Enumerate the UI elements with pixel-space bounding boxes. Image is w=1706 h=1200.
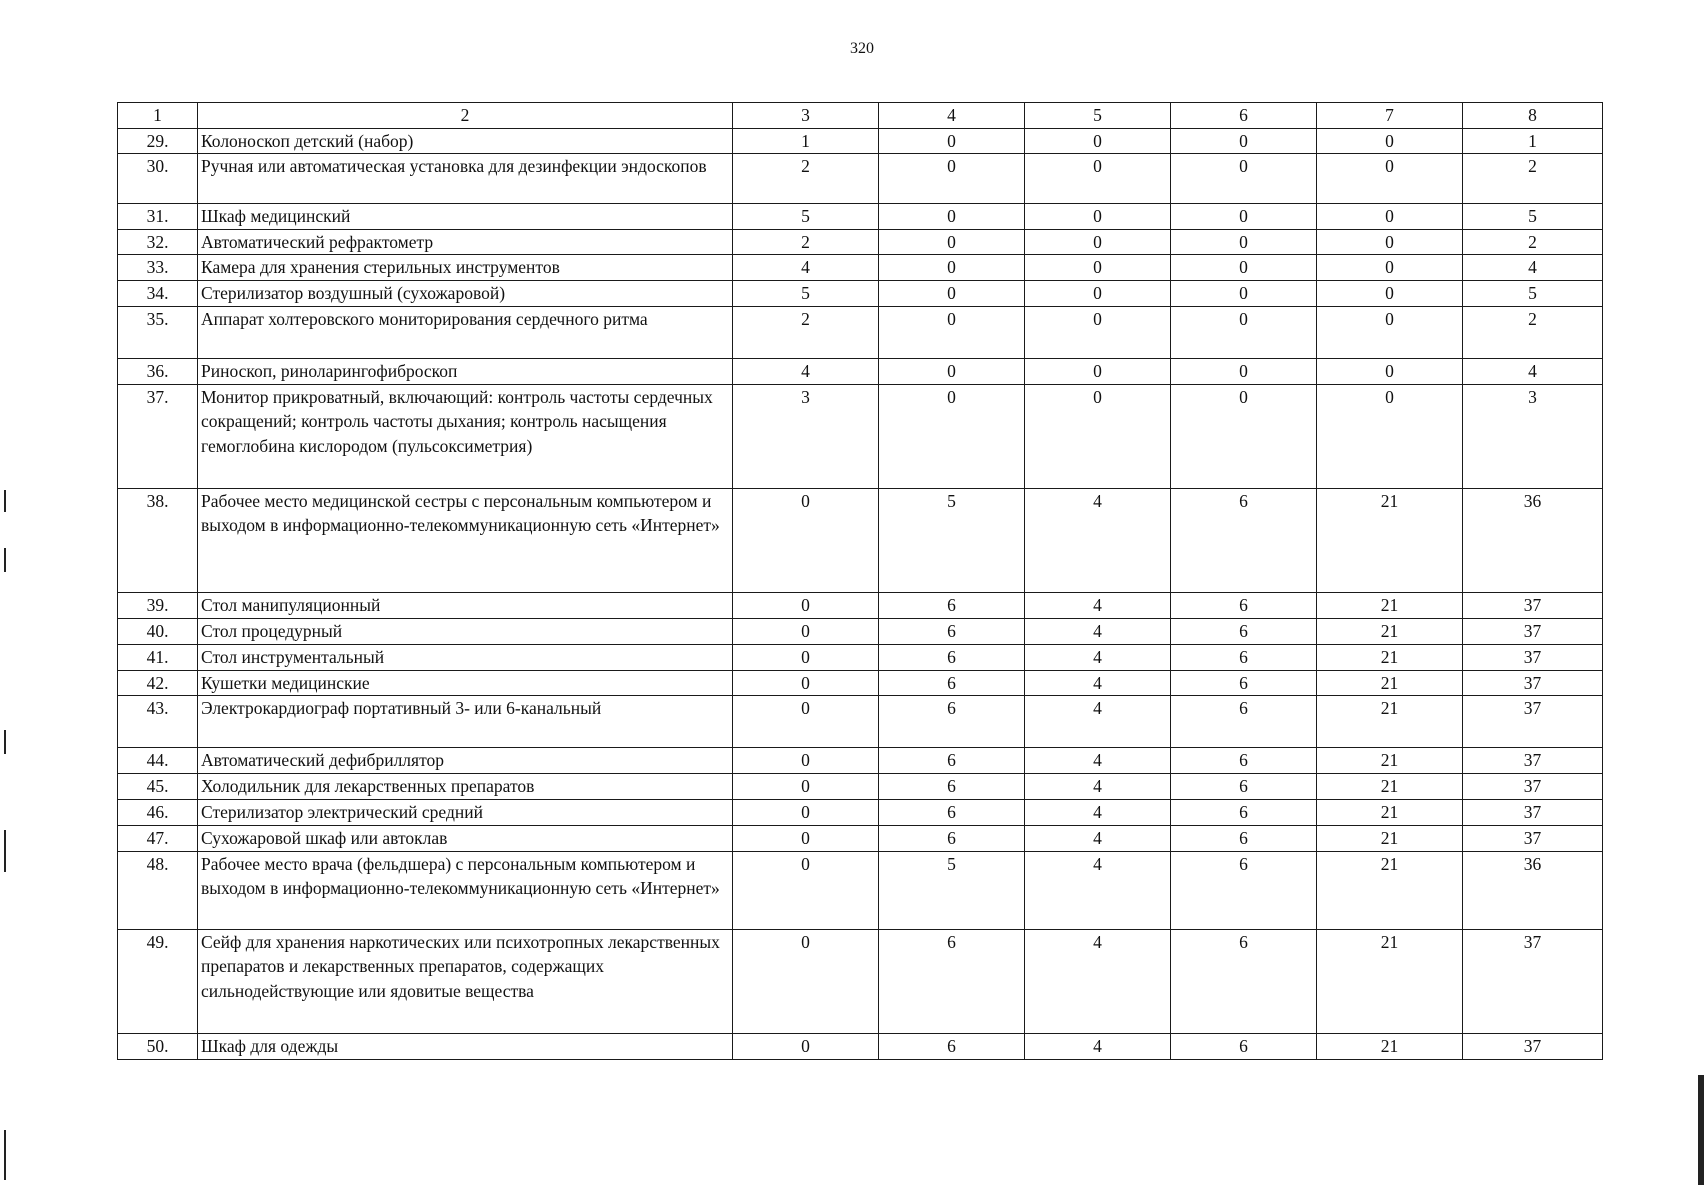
quantity-cell: 21 (1317, 929, 1463, 1033)
quantity-cell: 0 (879, 128, 1025, 154)
quantity-cell: 6 (1171, 825, 1317, 851)
quantity-cell: 6 (1171, 774, 1317, 800)
quantity-cell: 4 (1025, 488, 1171, 592)
quantity-cell: 6 (1171, 618, 1317, 644)
quantity-cell: 4 (1463, 255, 1603, 281)
quantity-cell: 4 (733, 255, 879, 281)
quantity-cell: 36 (1463, 488, 1603, 592)
quantity-cell: 4 (1025, 592, 1171, 618)
quantity-cell: 21 (1317, 825, 1463, 851)
quantity-cell: 0 (733, 929, 879, 1033)
quantity-cell: 4 (1025, 618, 1171, 644)
table-row (118, 800, 1603, 826)
quantity-cell: 0 (733, 696, 879, 748)
table-row (118, 592, 1603, 618)
quantity-cell: 6 (879, 644, 1025, 670)
equipment-table (117, 102, 1603, 1060)
table-row (118, 1033, 1603, 1059)
quantity-cell: 4 (1025, 644, 1171, 670)
row-number: 39. (118, 592, 198, 618)
quantity-cell: 0 (733, 644, 879, 670)
quantity-cell: 6 (1171, 488, 1317, 592)
quantity-cell: 0 (1171, 229, 1317, 255)
quantity-cell: 3 (733, 384, 879, 488)
scan-artifact (1698, 1075, 1704, 1185)
quantity-cell: 4 (1025, 825, 1171, 851)
table-row (118, 618, 1603, 644)
quantity-cell: 2 (1463, 229, 1603, 255)
equipment-name: Шкаф для одежды (198, 1033, 733, 1059)
row-number: 32. (118, 229, 198, 255)
quantity-cell: 37 (1463, 748, 1603, 774)
quantity-cell: 0 (1025, 359, 1171, 385)
quantity-cell: 0 (733, 851, 879, 929)
quantity-cell: 0 (879, 384, 1025, 488)
table-row (118, 307, 1603, 359)
table-row (118, 229, 1603, 255)
row-number: 50. (118, 1033, 198, 1059)
quantity-cell: 6 (879, 670, 1025, 696)
quantity-cell: 4 (1025, 800, 1171, 826)
quantity-cell: 0 (1171, 281, 1317, 307)
quantity-cell: 0 (1171, 255, 1317, 281)
quantity-cell: 0 (879, 229, 1025, 255)
row-number: 29. (118, 128, 198, 154)
equipment-name: Стол процедурный (198, 618, 733, 644)
quantity-cell: 21 (1317, 696, 1463, 748)
quantity-cell: 0 (1025, 307, 1171, 359)
quantity-cell: 37 (1463, 592, 1603, 618)
quantity-cell: 37 (1463, 644, 1603, 670)
quantity-cell: 0 (1025, 128, 1171, 154)
quantity-cell: 6 (879, 774, 1025, 800)
equipment-name: Риноскоп, риноларингофиброскоп (198, 359, 733, 385)
quantity-cell: 6 (1171, 1033, 1317, 1059)
quantity-cell: 1 (1463, 128, 1603, 154)
quantity-cell: 0 (733, 1033, 879, 1059)
quantity-cell: 21 (1317, 618, 1463, 644)
quantity-cell: 6 (1171, 670, 1317, 696)
row-number: 31. (118, 204, 198, 230)
quantity-cell: 0 (733, 618, 879, 644)
quantity-cell: 0 (733, 592, 879, 618)
row-number: 33. (118, 255, 198, 281)
quantity-cell: 0 (1025, 154, 1171, 204)
equipment-name: Рабочее место медицинской сестры с персональным компьютером и выходом в информационно-телекоммуникационную сеть «Интернет» (198, 488, 733, 592)
quantity-cell: 6 (879, 929, 1025, 1033)
equipment-name: Монитор прикроватный, включающий: контроль частоты сердечных сокращений; контроль частоты дыхания; контроль насыщения гемоглобина кислородом (пульсоксиметрия) (198, 384, 733, 488)
quantity-cell: 6 (1171, 929, 1317, 1033)
quantity-cell: 0 (1317, 154, 1463, 204)
quantity-cell: 5 (1463, 281, 1603, 307)
quantity-cell: 6 (1171, 800, 1317, 826)
equipment-name: Рабочее место врача (фельдшера) с персональным компьютером и выходом в информационно-телекоммуникационную сеть «Интернет» (198, 851, 733, 929)
quantity-cell: 5 (1463, 204, 1603, 230)
header-cell: 7 (1317, 103, 1463, 129)
equipment-name: Шкаф медицинский (198, 204, 733, 230)
quantity-cell: 0 (733, 800, 879, 826)
table-row (118, 929, 1603, 1033)
equipment-name: Электрокардиограф портативный 3- или 6-канальный (198, 696, 733, 748)
quantity-cell: 0 (879, 255, 1025, 281)
table-row (118, 670, 1603, 696)
quantity-cell: 0 (1171, 204, 1317, 230)
header-cell: 8 (1463, 103, 1603, 129)
table-row (118, 488, 1603, 592)
quantity-cell: 21 (1317, 488, 1463, 592)
row-number: 30. (118, 154, 198, 204)
quantity-cell: 0 (733, 748, 879, 774)
quantity-cell: 21 (1317, 851, 1463, 929)
quantity-cell: 37 (1463, 1033, 1603, 1059)
header-cell: 4 (879, 103, 1025, 129)
quantity-cell: 0 (1171, 384, 1317, 488)
row-number: 46. (118, 800, 198, 826)
quantity-cell: 21 (1317, 1033, 1463, 1059)
equipment-name: Стерилизатор электрический средний (198, 800, 733, 826)
quantity-cell: 0 (1171, 128, 1317, 154)
quantity-cell: 37 (1463, 929, 1603, 1033)
equipment-name: Автоматический дефибриллятор (198, 748, 733, 774)
quantity-cell: 21 (1317, 774, 1463, 800)
quantity-cell: 0 (879, 204, 1025, 230)
quantity-cell: 6 (1171, 696, 1317, 748)
row-number: 43. (118, 696, 198, 748)
quantity-cell: 4 (1025, 929, 1171, 1033)
quantity-cell: 6 (879, 748, 1025, 774)
quantity-cell: 4 (1025, 748, 1171, 774)
quantity-cell: 6 (879, 1033, 1025, 1059)
table-row (118, 255, 1603, 281)
quantity-cell: 6 (1171, 644, 1317, 670)
quantity-cell: 21 (1317, 592, 1463, 618)
row-number: 48. (118, 851, 198, 929)
quantity-cell: 0 (733, 488, 879, 592)
quantity-cell: 6 (879, 618, 1025, 644)
quantity-cell: 21 (1317, 670, 1463, 696)
equipment-name: Стол инструментальный (198, 644, 733, 670)
quantity-cell: 0 (879, 307, 1025, 359)
quantity-cell: 6 (1171, 748, 1317, 774)
scan-artifact (4, 490, 6, 512)
equipment-name: Колоноскоп детский (набор) (198, 128, 733, 154)
row-number: 35. (118, 307, 198, 359)
row-number: 38. (118, 488, 198, 592)
quantity-cell: 6 (879, 825, 1025, 851)
quantity-cell: 37 (1463, 774, 1603, 800)
quantity-cell: 37 (1463, 618, 1603, 644)
quantity-cell: 0 (879, 154, 1025, 204)
quantity-cell: 6 (1171, 851, 1317, 929)
page-number: 320 (850, 40, 874, 57)
quantity-cell: 4 (1025, 774, 1171, 800)
quantity-cell: 0 (1171, 359, 1317, 385)
quantity-cell: 21 (1317, 748, 1463, 774)
quantity-cell: 21 (1317, 800, 1463, 826)
quantity-cell: 4 (1025, 851, 1171, 929)
quantity-cell: 0 (1317, 255, 1463, 281)
quantity-cell: 0 (1317, 229, 1463, 255)
quantity-cell: 37 (1463, 825, 1603, 851)
quantity-cell: 37 (1463, 670, 1603, 696)
header-cell: 3 (733, 103, 879, 129)
equipment-name: Камера для хранения стерильных инструментов (198, 255, 733, 281)
equipment-name: Сейф для хранения наркотических или психотропных лекарственных препаратов и лекарственных препаратов, содержащих сильнодействующие или ядовитые вещества (198, 929, 733, 1033)
scan-artifact (4, 730, 6, 754)
table-row (118, 359, 1603, 385)
equipment-name: Кушетки медицинские (198, 670, 733, 696)
quantity-cell: 6 (879, 696, 1025, 748)
quantity-cell: 0 (1317, 384, 1463, 488)
equipment-name: Стерилизатор воздушный (сухожаровой) (198, 281, 733, 307)
quantity-cell: 0 (1171, 154, 1317, 204)
quantity-cell: 0 (1317, 128, 1463, 154)
equipment-name: Холодильник для лекарственных препаратов (198, 774, 733, 800)
equipment-name: Стол манипуляционный (198, 592, 733, 618)
quantity-cell: 2 (733, 229, 879, 255)
quantity-cell: 4 (733, 359, 879, 385)
quantity-cell: 5 (733, 281, 879, 307)
scan-artifact (4, 548, 6, 572)
quantity-cell: 0 (1025, 229, 1171, 255)
quantity-cell: 0 (879, 281, 1025, 307)
table-header-row (118, 103, 1603, 129)
table-row (118, 774, 1603, 800)
quantity-cell: 0 (1171, 307, 1317, 359)
quantity-cell: 0 (1317, 281, 1463, 307)
quantity-cell: 0 (1025, 255, 1171, 281)
row-number: 36. (118, 359, 198, 385)
header-cell: 2 (198, 103, 733, 129)
quantity-cell: 4 (1025, 1033, 1171, 1059)
quantity-cell: 0 (1317, 307, 1463, 359)
quantity-cell: 2 (1463, 307, 1603, 359)
quantity-cell: 2 (1463, 154, 1603, 204)
equipment-name: Аппарат холтеровского мониторирования сердечного ритма (198, 307, 733, 359)
table-row (118, 644, 1603, 670)
scan-artifact (4, 830, 6, 872)
row-number: 40. (118, 618, 198, 644)
quantity-cell: 37 (1463, 696, 1603, 748)
row-number: 37. (118, 384, 198, 488)
table-row (118, 851, 1603, 929)
quantity-cell: 0 (733, 825, 879, 851)
quantity-cell: 5 (879, 488, 1025, 592)
quantity-cell: 0 (1025, 384, 1171, 488)
quantity-cell: 6 (1171, 592, 1317, 618)
table-row (118, 748, 1603, 774)
quantity-cell: 4 (1025, 696, 1171, 748)
quantity-cell: 0 (1025, 281, 1171, 307)
quantity-cell: 5 (733, 204, 879, 230)
equipment-name: Автоматический рефрактометр (198, 229, 733, 255)
quantity-cell: 21 (1317, 644, 1463, 670)
row-number: 34. (118, 281, 198, 307)
quantity-cell: 5 (879, 851, 1025, 929)
table-row (118, 154, 1603, 204)
quantity-cell: 2 (733, 154, 879, 204)
quantity-cell: 1 (733, 128, 879, 154)
quantity-cell: 0 (1025, 204, 1171, 230)
scan-artifact (4, 1130, 6, 1180)
row-number: 49. (118, 929, 198, 1033)
header-cell: 6 (1171, 103, 1317, 129)
quantity-cell: 0 (1317, 204, 1463, 230)
table-row (118, 204, 1603, 230)
equipment-name: Ручная или автоматическая установка для дезинфекции эндоскопов (198, 154, 733, 204)
table-row (118, 281, 1603, 307)
quantity-cell: 6 (879, 800, 1025, 826)
header-cell: 1 (118, 103, 198, 129)
equipment-name: Сухожаровой шкаф или автоклав (198, 825, 733, 851)
row-number: 47. (118, 825, 198, 851)
quantity-cell: 3 (1463, 384, 1603, 488)
row-number: 41. (118, 644, 198, 670)
quantity-cell: 4 (1025, 670, 1171, 696)
row-number: 44. (118, 748, 198, 774)
quantity-cell: 0 (733, 774, 879, 800)
quantity-cell: 0 (879, 359, 1025, 385)
quantity-cell: 0 (733, 670, 879, 696)
row-number: 45. (118, 774, 198, 800)
quantity-cell: 37 (1463, 800, 1603, 826)
table-row (118, 128, 1603, 154)
row-number: 42. (118, 670, 198, 696)
table-row (118, 696, 1603, 748)
table-row (118, 384, 1603, 488)
quantity-cell: 2 (733, 307, 879, 359)
quantity-cell: 6 (879, 592, 1025, 618)
table-row (118, 825, 1603, 851)
quantity-cell: 36 (1463, 851, 1603, 929)
header-cell: 5 (1025, 103, 1171, 129)
quantity-cell: 0 (1317, 359, 1463, 385)
quantity-cell: 4 (1463, 359, 1603, 385)
